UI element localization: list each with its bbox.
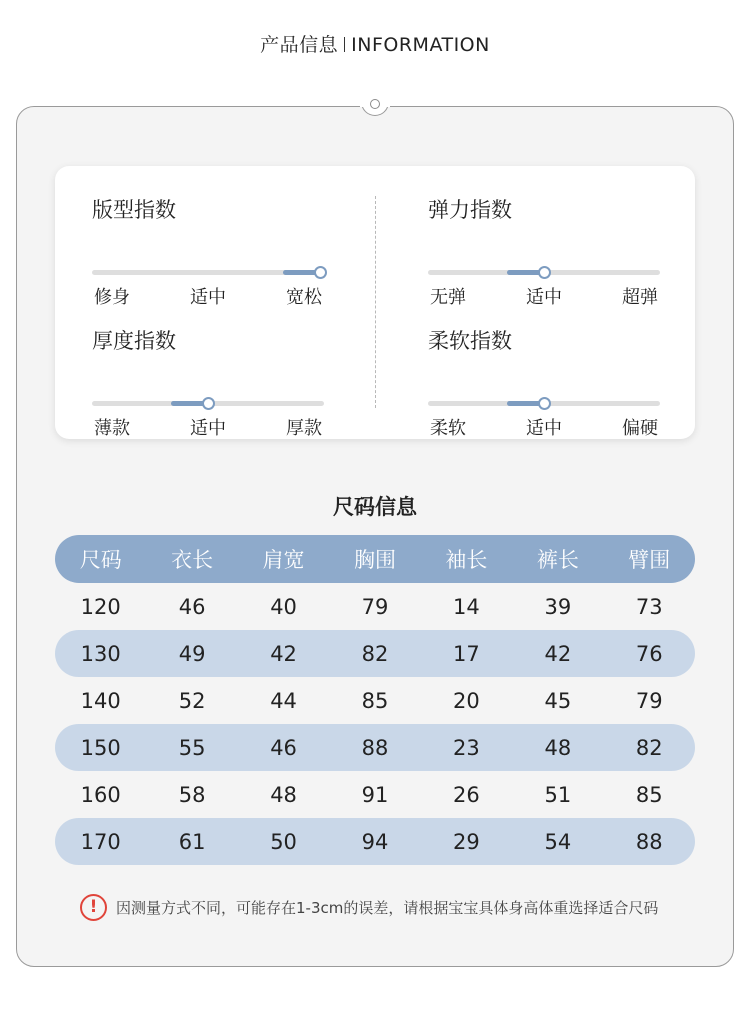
index-knob — [538, 397, 551, 410]
table-cell: 58 — [178, 782, 206, 807]
index-title: 柔软指数 — [428, 329, 512, 353]
table-cell: 23 — [453, 735, 480, 760]
index-title: 版型指数 — [92, 198, 176, 222]
table-cell: 51 — [544, 782, 572, 807]
table-cell: 130 — [80, 641, 121, 666]
table-row — [55, 630, 695, 677]
index-label-mid: 适中 — [190, 287, 226, 308]
index-knob — [314, 266, 327, 279]
index-labels — [428, 283, 660, 307]
table-cell: 20 — [453, 688, 480, 713]
table-cell: 94 — [361, 829, 389, 854]
size-table — [55, 535, 695, 865]
index-label-low: 修身 — [94, 287, 130, 308]
title-separator — [344, 37, 345, 52]
index-softness — [428, 327, 660, 439]
index-label-mid: 适中 — [526, 418, 562, 439]
measurement-note — [80, 894, 658, 920]
table-cell: 170 — [80, 829, 121, 854]
size-table-title: 尺码信息 — [333, 495, 417, 519]
index-label-high: 厚款 — [286, 418, 322, 439]
table-cell: 82 — [635, 735, 663, 760]
table-cell: 61 — [178, 829, 206, 854]
table-cell: 76 — [635, 641, 663, 666]
index-knob — [538, 266, 551, 279]
table-cell: 160 — [80, 782, 121, 807]
table-cell: 50 — [270, 829, 297, 854]
index-title: 弹力指数 — [428, 198, 512, 222]
page-header — [0, 30, 750, 57]
index-title: 厚度指数 — [92, 329, 176, 353]
table-cell: 46 — [270, 735, 297, 760]
table-header-cell: 裤长 — [536, 548, 579, 572]
page-title-cn: 产品信息 — [260, 34, 339, 56]
table-header-row — [55, 535, 695, 583]
table-header-cell: 尺码 — [79, 548, 122, 572]
index-label-low: 无弹 — [430, 287, 466, 308]
index-label-mid: 适中 — [526, 287, 562, 308]
index-track — [428, 401, 660, 406]
index-label-low: 薄款 — [94, 418, 130, 439]
table-cell: 42 — [270, 641, 297, 666]
table-cell: 79 — [635, 688, 663, 713]
table-cell: 40 — [270, 594, 297, 619]
note-text: 因测量方式不同，可能存在1-3cm的误差，请根据宝宝具体身高体重选择适合尺码 — [116, 898, 659, 917]
hanger-dot-icon — [370, 99, 380, 109]
table-cell: 88 — [361, 735, 389, 760]
table-cell: 55 — [178, 735, 206, 760]
table-cell: 49 — [178, 641, 206, 666]
table-row — [55, 583, 695, 630]
index-labels — [92, 283, 324, 307]
index-label-mid: 适中 — [190, 418, 226, 439]
index-divider — [375, 196, 376, 408]
index-track — [92, 401, 324, 406]
table-row — [55, 818, 695, 865]
table-cell: 82 — [361, 641, 389, 666]
table-header-cell: 袖长 — [445, 548, 488, 572]
table-header-cell: 胸围 — [353, 548, 396, 572]
table-header-cell: 衣长 — [171, 548, 214, 572]
table-cell: 45 — [544, 688, 572, 713]
table-header-cell: 肩宽 — [262, 548, 305, 572]
table-header-cell: 臂围 — [628, 548, 671, 572]
table-cell: 44 — [270, 688, 297, 713]
index-fit — [92, 196, 324, 308]
exclamation-icon: ! — [80, 894, 107, 921]
page-title-en: INFORMATION — [351, 34, 490, 56]
table-cell: 150 — [80, 735, 121, 760]
index-track — [428, 270, 660, 275]
index-label-high: 偏硬 — [622, 418, 658, 439]
table-cell: 48 — [270, 782, 297, 807]
index-labels — [428, 414, 660, 438]
table-cell: 120 — [80, 594, 121, 619]
index-label-high: 超弹 — [622, 287, 658, 308]
index-label-low: 柔软 — [430, 418, 466, 439]
table-cell: 48 — [544, 735, 572, 760]
table-cell: 85 — [635, 782, 663, 807]
table-cell: 79 — [361, 594, 389, 619]
table-cell: 73 — [635, 594, 663, 619]
table-cell: 29 — [453, 829, 480, 854]
index-labels — [92, 414, 324, 438]
table-cell: 17 — [453, 641, 480, 666]
table-row — [55, 677, 695, 724]
table-cell: 140 — [80, 688, 121, 713]
index-label-high: 宽松 — [286, 287, 322, 308]
index-card — [55, 166, 695, 439]
table-row — [55, 724, 695, 771]
table-cell: 14 — [453, 594, 480, 619]
table-cell: 46 — [178, 594, 206, 619]
index-knob — [202, 397, 215, 410]
table-cell: 88 — [635, 829, 663, 854]
table-cell: 39 — [544, 594, 572, 619]
index-thickness — [92, 327, 324, 439]
table-cell: 85 — [361, 688, 389, 713]
table-cell: 91 — [361, 782, 389, 807]
table-cell: 26 — [453, 782, 480, 807]
index-elasticity — [428, 196, 660, 308]
table-cell: 52 — [178, 688, 206, 713]
index-track — [92, 270, 324, 275]
table-row — [55, 771, 695, 818]
table-cell: 42 — [544, 641, 572, 666]
table-cell: 54 — [544, 829, 572, 854]
